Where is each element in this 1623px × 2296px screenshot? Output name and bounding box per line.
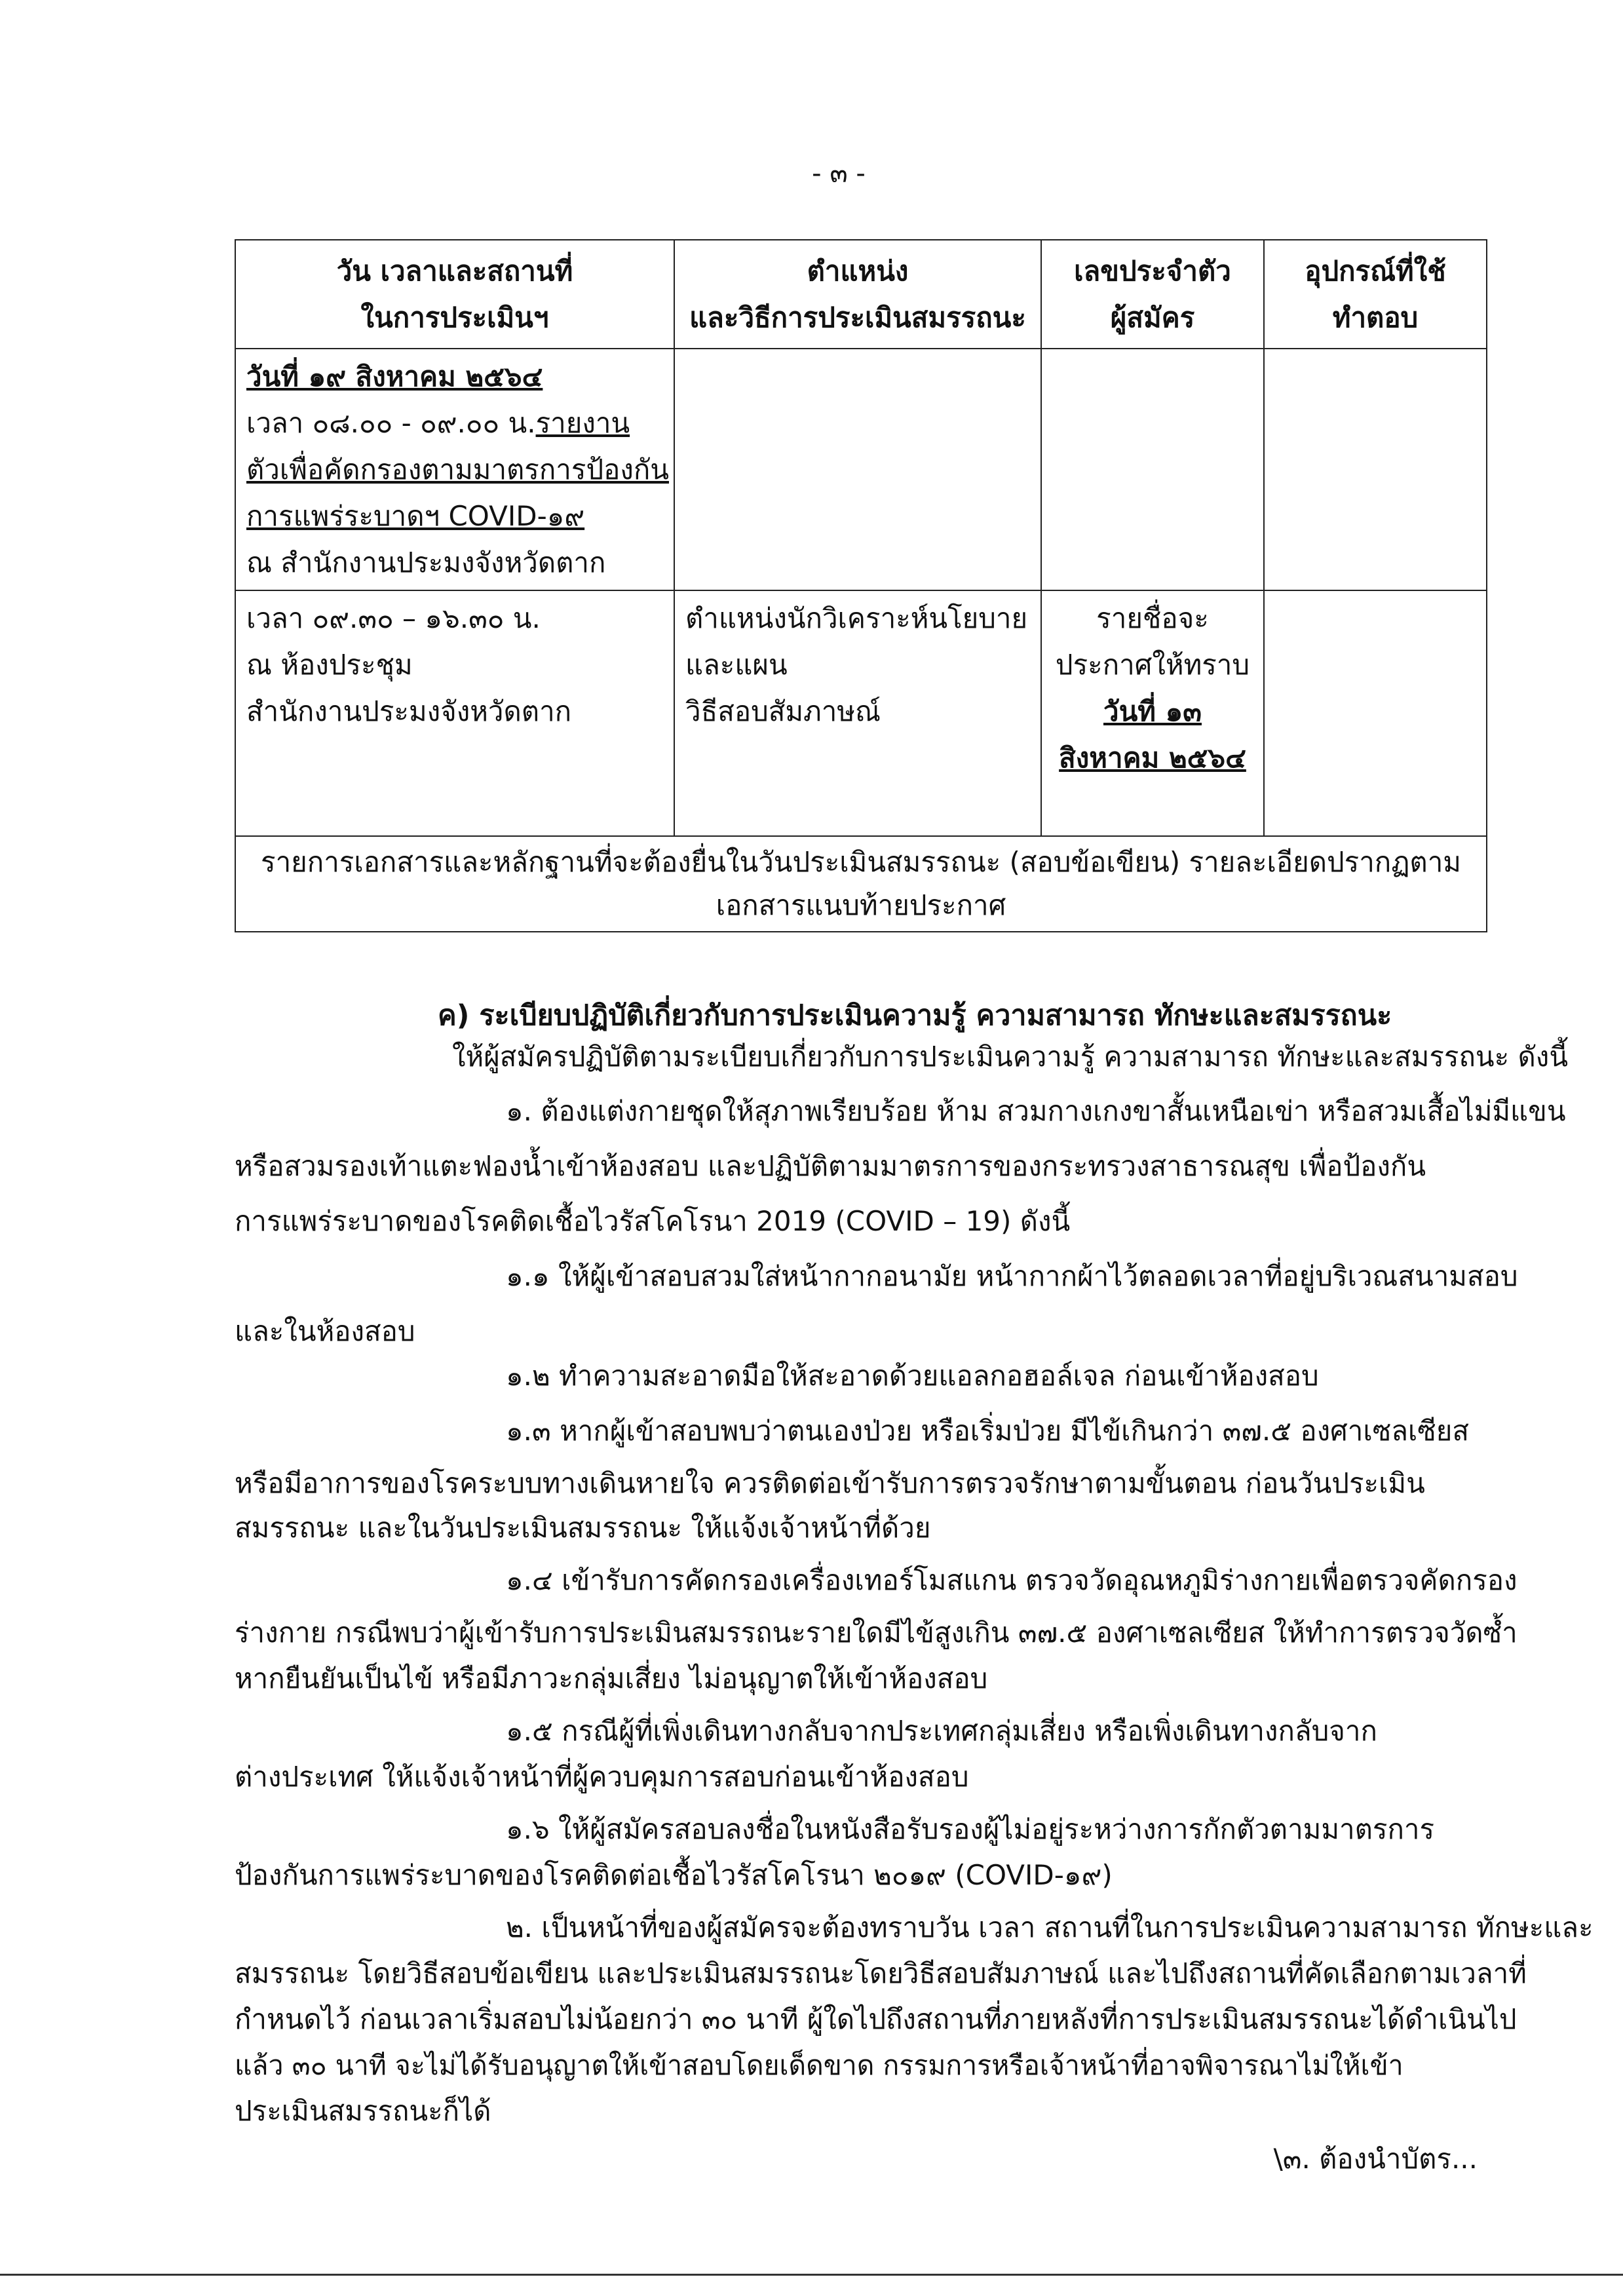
empty-cell bbox=[1264, 349, 1487, 590]
body-line: แล้ว ๓๐ นาที จะไม่ได้รับอนุญาตให้เข้าสอบโดยเด็ดขาด กรรมการหรือเจ้าหน้าที่อาจพิจารณาไม่ให้เข้า bbox=[235, 2050, 1403, 2081]
table-row bbox=[235, 349, 1487, 590]
intro-line: ให้ผู้สมัครปฏิบัติตามระเบียบเกี่ยวกับการประเมินความรู้ ความสามารถ ทักษะและสมรรถนะ ดังนี้ bbox=[452, 1041, 1569, 1073]
body-line: ประเมินสมรรถนะก็ได้ bbox=[235, 2095, 491, 2127]
header-equipment bbox=[1264, 240, 1487, 349]
registration-cell bbox=[235, 349, 674, 590]
body-line: ต่างประเทศ ให้แจ้งเจ้าหน้าที่ผู้ควบคุมการสอบก่อนเข้าห้องสอบ bbox=[235, 1761, 969, 1793]
body-line: การแพร่ระบาดของโรคติดเชื้อไวรัสโคโรนา 2019 (COVID – 19) ดังนี้ bbox=[235, 1205, 1071, 1237]
continuation-note: \๓. ต้องนำบัตร... bbox=[1273, 2143, 1478, 2175]
body-line: หรือมีอาการของโรคระบบทางเดินหายใจ ควรติดต่อเข้ารับการตรวจรักษาตามขั้นตอน ก่อนวันประเมิน bbox=[235, 1467, 1425, 1499]
announce-month: สิงหาคม ๒๕๖๔ bbox=[1059, 742, 1246, 774]
header-datetime-place bbox=[235, 240, 674, 349]
assessment-method: วิธีสอบสัมภาษณ์ bbox=[685, 695, 881, 727]
documents-note-line: รายการเอกสารและหลักฐานที่จะต้องยื่นในวันประเมินสมรรถนะ (สอบข้อเขียน) รายละเอียดปรากฏตาม bbox=[261, 846, 1461, 878]
empty-cell bbox=[674, 349, 1041, 590]
announce-date: วันที่ ๑๓ bbox=[1103, 695, 1202, 727]
body-line: ๑.๒ ทำความสะอาดมือให้สะอาดด้วยแอลกอฮอล์เจล ก่อนเข้าห้องสอบ bbox=[506, 1360, 1319, 1392]
announce-text: ประกาศให้ทราบ bbox=[1055, 649, 1250, 681]
header-applicant-id bbox=[1041, 240, 1264, 349]
body-line: ๑.๓ หากผู้เข้าสอบพบว่าตนเองป่วย หรือเริ่มป่วย มีไข้เกินกว่า ๓๗.๕ องศาเซลเซียส bbox=[506, 1415, 1470, 1447]
section-heading: ค) ระเบียบปฏิบัติเกี่ยวกับการประเมินความรู้ ความสามารถ ทักษะและสมรรถนะ bbox=[438, 999, 1392, 1032]
header-line: ในการประเมินฯ bbox=[360, 301, 549, 334]
interview-room: ณ ห้องประชุม bbox=[246, 649, 413, 681]
report-time bbox=[246, 400, 663, 446]
covid-text: การแพร่ระบาดฯ COVID-๑๙ bbox=[246, 500, 585, 532]
table-header-row bbox=[235, 240, 1487, 349]
body-line: ๒. เป็นหน้าที่ของผู้สมัครจะต้องทราบวัน เวลา สถานที่ในการประเมินความสามารถ ทักษะและ bbox=[506, 1911, 1594, 1943]
location-text: ณ สำนักงานประมงจังหวัดตาก bbox=[246, 546, 606, 579]
body-line: ป้องกันการแพร่ระบาดของโรคติดต่อเชื้อไวรัสโคโรนา ๒๐๑๙ (COVID-๑๙) bbox=[235, 1859, 1113, 1891]
documents-note-line: เอกสารแนบท้ายประกาศ bbox=[716, 889, 1006, 921]
body-line: หรือสวมรองเท้าแตะฟองน้ำเข้าห้องสอบ และปฏิบัติตามมาตรการของกระทรวงสาธารณสุข เพื่อป้องกัน bbox=[235, 1150, 1426, 1182]
header-line: ทำตอบ bbox=[1332, 301, 1419, 334]
body-line: ๑.๑ ให้ผู้เข้าสอบสวมใส่หน้ากากอนามัย หน้ากากผ้าไว้ตลอดเวลาที่อยู่บริเวณสนามสอบ bbox=[506, 1260, 1518, 1292]
time-range: เวลา ๐๘.๐๐ - ๐๙.๐๐ น. bbox=[246, 407, 536, 439]
body-line: ๑.๕ กรณีผู้ที่เพิ่งเดินทางกลับจากประเทศกลุ่มเสี่ยง หรือเพิ่งเดินทางกลับจาก bbox=[506, 1715, 1377, 1747]
page-number: - ๓ - bbox=[812, 159, 866, 189]
body-line: ๑.๖ ให้ผู้สมัครสอบลงชื่อในหนังสือรับรองผู้ไม่อยู่ระหว่างการกักตัวตามมาตรการ bbox=[506, 1813, 1435, 1845]
schedule-table bbox=[235, 239, 1487, 932]
empty-cell bbox=[1041, 349, 1264, 590]
header-line: วัน เวลาและสถานที่ bbox=[336, 255, 573, 287]
screening-text: ตัวเพื่อคัดกรองตามมาตรการป้องกัน bbox=[246, 453, 669, 486]
body-line: กำหนดไว้ ก่อนเวลาเริ่มสอบไม่น้อยกว่า ๓๐ นาที ผู้ใดไปถึงสถานที่ภายหลังที่การประเมินสมรรถนะได้ดำเนินไป bbox=[235, 2003, 1517, 2035]
body-line: สมรรถนะ โดยวิธีสอบข้อเขียน และประเมินสมรรถนะโดยวิธีสอบสัมภาษณ์ และไปถึงสถานที่คัดเลือกตามเวลาที่ bbox=[235, 1957, 1527, 1989]
table-footer-row bbox=[235, 836, 1487, 932]
interview-time: เวลา ๐๙.๓๐ – ๑๖.๓๐ น. bbox=[246, 602, 541, 634]
empty-cell bbox=[1264, 590, 1487, 836]
header-line: เลขประจำตัว bbox=[1074, 255, 1231, 287]
body-line: ๑.๔ เข้ารับการคัดกรองเครื่องเทอร์โมสแกน ตรวจวัดอุณหภูมิร่างกายเพื่อตรวจคัดกรอง bbox=[506, 1564, 1518, 1596]
table-row bbox=[235, 590, 1487, 836]
header-line: อุปกรณ์ที่ใช้ bbox=[1305, 255, 1446, 287]
header-line: และวิธีการประเมินสมรรถนะ bbox=[689, 301, 1026, 334]
documents-note bbox=[235, 836, 1487, 932]
interview-time-cell bbox=[235, 590, 674, 836]
position-cell bbox=[674, 590, 1041, 836]
body-line: หากยืนยันเป็นไข้ หรือมีภาวะกลุ่มเสี่ยง ไม่อนุญาตให้เข้าห้องสอบ bbox=[235, 1662, 988, 1694]
interview-office: สำนักงานประมงจังหวัดตาก bbox=[246, 695, 572, 727]
position-title-cont: และแผน bbox=[685, 649, 788, 681]
position-title: ตำแหน่งนักวิเคราะห์นโยบาย bbox=[685, 602, 1028, 634]
body-line: ร่างกาย กรณีพบว่าผู้เข้ารับการประเมินสมรรถนะรายใดมีไข้สูงเกิน ๓๗.๕ องศาเซลเซียส ให้ทำการตรวจวัดซ้ำ bbox=[235, 1617, 1518, 1649]
body-line: สมรรถนะ และในวันประเมินสมรรถนะ ให้แจ้งเจ้าหน้าที่ด้วย bbox=[235, 1512, 931, 1544]
exam-date: วันที่ ๑๙ สิงหาคม ๒๕๖๔ bbox=[246, 360, 543, 392]
header-line: ตำแหน่ง bbox=[807, 255, 909, 287]
announce-text: รายชื่อจะ bbox=[1096, 602, 1209, 634]
bottom-rule bbox=[0, 2274, 1623, 2276]
report-label: รายงาน bbox=[535, 407, 630, 439]
applicant-id-cell bbox=[1041, 590, 1264, 836]
header-position-method bbox=[674, 240, 1041, 349]
body-line: และในห้องสอบ bbox=[235, 1315, 415, 1347]
header-line: ผู้สมัคร bbox=[1110, 301, 1195, 334]
body-line: ๑. ต้องแต่งกายชุดให้สุภาพเรียบร้อย ห้าม สวมกางเกงขาสั้นเหนือเข่า หรือสวมเสื้อไม่มีแขน bbox=[506, 1095, 1566, 1127]
